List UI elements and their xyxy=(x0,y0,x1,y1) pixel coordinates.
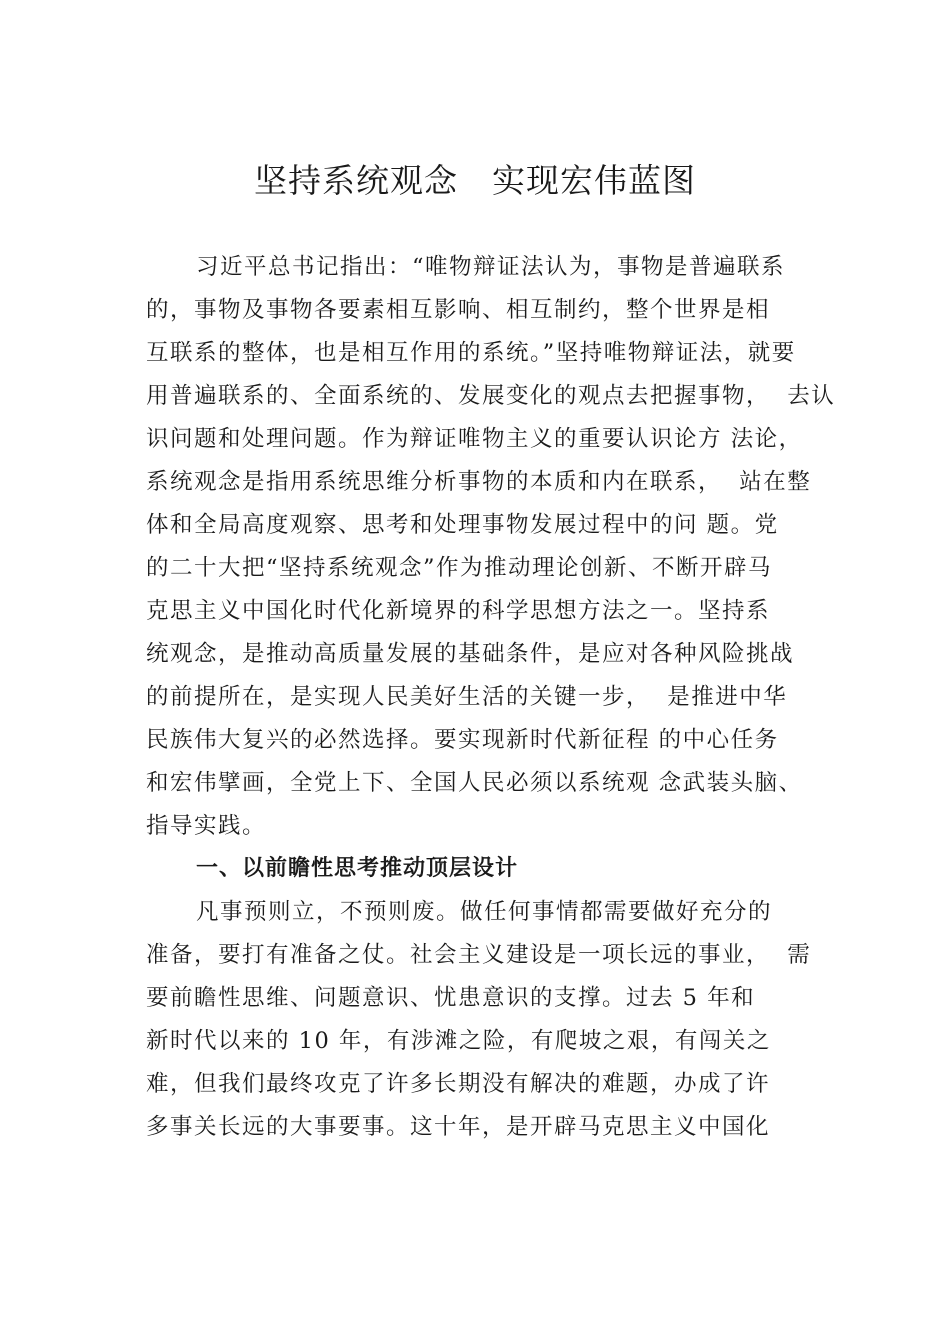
paragraph2-line: 准备，要打有准备之仗。社会主义建设是一项长远的事业， 需 xyxy=(146,942,812,968)
paragraph1-line: 的，事物及事物各要素相互影响、相互制约，整个世界是相 xyxy=(146,297,771,323)
paragraph1-line: 指导实践。 xyxy=(146,813,267,839)
paragraph2-line: 难，但我们最终攻克了许多长期没有解决的难题，办成了许 xyxy=(146,1071,771,1097)
paragraph1-line: 识问题和处理问题。作为辩证唯物主义的重要认识论方 法论， xyxy=(146,426,803,452)
paragraph1-line: 的前提所在，是实现人民美好生活的关键一步， 是推进中华 xyxy=(146,684,788,710)
paragraph1-line: 民族伟大复兴的必然选择。要实现新时代新征程 的中心任务 xyxy=(146,727,779,753)
paragraph1-line: 系统观念是指用系统思维分析事物的本质和内在联系， 站在整 xyxy=(146,469,812,495)
paragraph2-line: 要前瞻性思维、问题意识、忧患意识的支撑。过去 5 年和 xyxy=(146,985,756,1011)
paragraph1-line: 体和全局高度观察、思考和处理事物发展过程中的问 题。党 xyxy=(146,512,779,538)
paragraph1-line: 互联系的整体，也是相互作用的系统。”坚持唯物辩证法，就要 xyxy=(146,340,796,366)
paragraph1-line: 习近平总书记指出：“唯物辩证法认为，事物是普遍联系 xyxy=(196,254,786,280)
paragraph1-line: 克思主义中国化时代化新境界的科学思想方法之一。坚持系 xyxy=(146,598,771,624)
paragraph1-line: 用普遍联系的、全面系统的、发展变化的观点去把握事物， 去认 xyxy=(146,383,836,409)
document-title: 坚持系统观念 实现宏伟蓝图 xyxy=(254,161,696,200)
paragraph2-line: 凡事预则立，不预则废。做任何事情都需要做好充分的 xyxy=(196,899,773,925)
section-heading: 一、以前瞻性思考推动顶层设计 xyxy=(196,856,519,881)
paragraph1-line: 的二十大把“坚持系统观念”作为推动理论创新、不断开辟马 xyxy=(146,555,773,581)
paragraph1-line: 统观念，是推动高质量发展的基础条件，是应对各种风险挑战 xyxy=(146,641,795,667)
paragraph1-line: 和宏伟擘画，全党上下、全国人民必须以系统观 念武装头脑、 xyxy=(146,770,803,796)
paragraph2-line: 新时代以来的 10 年，有涉滩之险，有爬坡之艰，有闯关之 xyxy=(146,1028,771,1054)
paragraph2-line: 多事关长远的大事要事。这十年，是开辟马克思主义中国化 xyxy=(146,1114,771,1140)
